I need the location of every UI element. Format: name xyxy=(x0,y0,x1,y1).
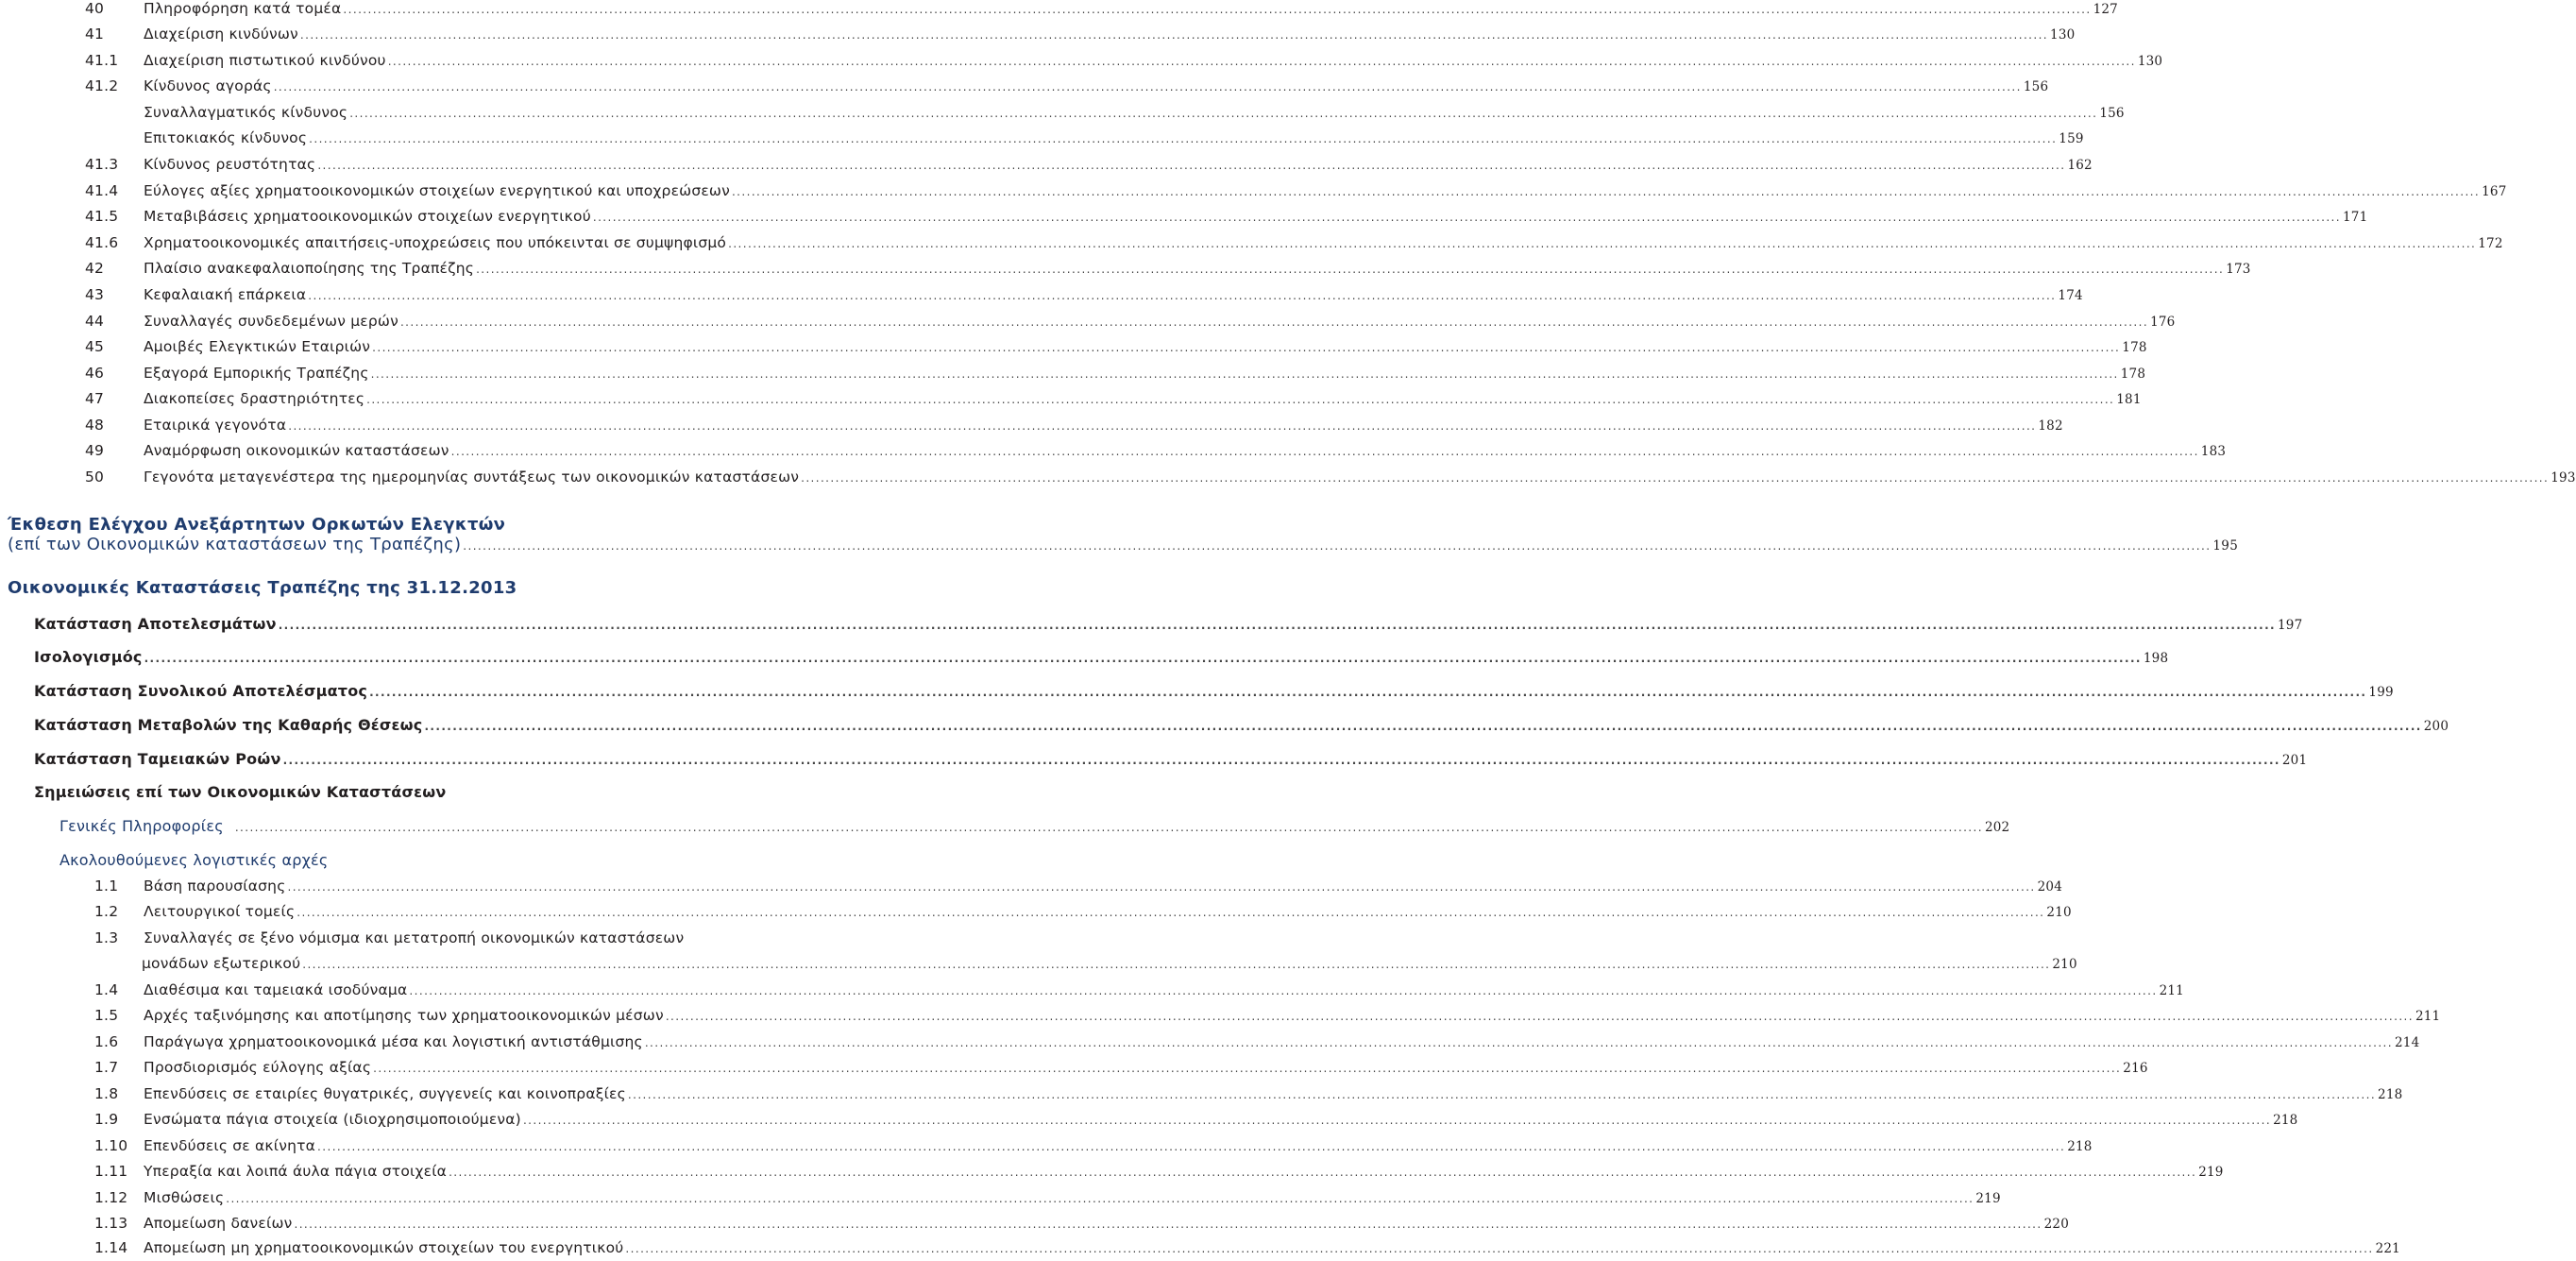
leader-dots xyxy=(309,132,2057,145)
statement-page: 197 xyxy=(2278,618,2303,633)
policy-row[interactable] xyxy=(94,1189,2001,1210)
policy-page: 204 xyxy=(2037,879,2063,895)
policy-row[interactable] xyxy=(94,1163,2224,1184)
leader-dots xyxy=(371,367,2119,381)
policy-num: 1.6 xyxy=(94,1033,119,1050)
toc-row[interactable] xyxy=(85,469,2576,489)
statement-row[interactable] xyxy=(34,682,2394,700)
toc-row[interactable] xyxy=(85,104,2125,125)
policy-page: 211 xyxy=(2415,1009,2441,1024)
toc-title: Εξαγορά Εμπορικής Τραπέζης xyxy=(144,365,369,382)
policy-num: 1.4 xyxy=(94,981,119,998)
toc-row[interactable] xyxy=(85,417,2063,437)
policy-page: 216 xyxy=(2123,1061,2148,1076)
statement-title: Κατάσταση Συνολικού Αποτελέσματος xyxy=(34,682,368,700)
leader-dots xyxy=(294,1218,2042,1231)
leader-dots xyxy=(801,471,2549,485)
toc-num: 41 xyxy=(85,26,105,43)
toc-title: Διαχείριση κινδύνων xyxy=(144,26,298,43)
leader-dots xyxy=(628,1088,2376,1101)
toc-page: 156 xyxy=(2023,79,2049,94)
policy-page: 218 xyxy=(2378,1087,2403,1102)
toc-row[interactable] xyxy=(85,52,2163,73)
financial-statements-heading: Οικονομικές Καταστάσεις Τραπέζης της 31.12.2013 xyxy=(8,578,517,598)
leader-dots xyxy=(302,958,2050,971)
leader-dots xyxy=(366,393,2114,406)
leader-dots xyxy=(625,1242,2373,1255)
policy-num: 1.13 xyxy=(94,1215,128,1232)
toc-title: Εύλογες αξίες χρηματοοικονομικών στοιχείων ενεργητικού και υποχρεώσεων xyxy=(144,182,730,199)
policy-page: 219 xyxy=(2198,1165,2224,1180)
toc-page: 171 xyxy=(2343,210,2368,225)
policy-title: Απομείωση μη χρηματοοικονομικών στοιχείων του ενεργητικού xyxy=(144,1239,624,1256)
policy-title: Προσδιορισμός εύλογης αξίας xyxy=(144,1059,372,1076)
policy-page: 214 xyxy=(2394,1035,2420,1050)
toc-page: 178 xyxy=(2120,366,2146,382)
toc-title: Επιτοκιακός κίνδυνος xyxy=(144,129,308,146)
leader-dots xyxy=(645,1036,2393,1049)
leader-dots xyxy=(288,880,2036,894)
toc-page: 173 xyxy=(2226,262,2251,277)
toc-num: 50 xyxy=(85,469,105,486)
leader-dots xyxy=(388,55,2136,68)
toc-page: 130 xyxy=(2137,54,2163,69)
leader-dots xyxy=(373,1062,2121,1075)
policy-num: 1.2 xyxy=(94,903,119,920)
toc-page: 174 xyxy=(2058,288,2083,303)
toc-num: 41.3 xyxy=(85,156,119,173)
toc-title: Διαχείριση πιστωτικού κινδύνου xyxy=(144,52,386,69)
toc-row[interactable] xyxy=(85,0,2118,21)
policy-title: Λειτουργικοί τομείς xyxy=(144,903,296,920)
policy-title: Επενδύσεις σε ακίνητα xyxy=(144,1137,316,1154)
toc-title: Αμοιβές Ελεγκτικών Εταιριών xyxy=(144,338,371,355)
policy-row[interactable] xyxy=(94,929,907,950)
toc-num: 41.5 xyxy=(85,208,119,225)
leader-dots xyxy=(343,3,2091,16)
policy-num: 1.11 xyxy=(94,1163,128,1180)
policy-page: 221 xyxy=(2375,1241,2400,1256)
policy-page: 219 xyxy=(1975,1191,2001,1206)
policy-title-cont: μονάδων εξωτερικού xyxy=(142,955,301,972)
leader-dots xyxy=(523,1114,2271,1127)
toc-title: Γεγονότα μεταγενέστερα της ημερομηνίας συντάξεως των οικονομικών καταστάσεων xyxy=(144,469,800,486)
policy-page: 218 xyxy=(2273,1113,2298,1128)
toc-row[interactable] xyxy=(85,313,2176,333)
toc-row[interactable] xyxy=(85,77,2049,98)
toc-title: Μεταβιβάσεις χρηματοοικονομικών στοιχείων ενεργητικού xyxy=(144,208,591,225)
leader-dots xyxy=(317,159,2065,172)
policy-title: Παράγωγα χρηματοοικονομικά μέσα και λογιστική αντιστάθμισης xyxy=(144,1033,643,1050)
toc-title: Κίνδυνος ρευστότητας xyxy=(144,156,316,173)
toc-page: 162 xyxy=(2067,158,2093,173)
policy-page: 211 xyxy=(2159,983,2184,998)
toc-row[interactable] xyxy=(85,338,2147,359)
toc-page: 172 xyxy=(2478,236,2503,251)
policy-title: Μισθώσεις xyxy=(144,1189,225,1206)
leader-dots xyxy=(283,754,2280,767)
leader-dots xyxy=(288,419,2036,433)
policy-row[interactable] xyxy=(94,903,2072,924)
toc-title: Πληροφόρηση κατά τομέα xyxy=(144,0,342,17)
toc-page: 130 xyxy=(2050,27,2076,43)
leader-dots xyxy=(235,821,1983,834)
statement-row[interactable] xyxy=(34,750,2308,768)
general-info-title: Γενικές Πληροφορίες xyxy=(59,817,224,835)
leader-dots xyxy=(279,619,2276,632)
leader-dots xyxy=(297,906,2044,919)
toc-title: Συναλλαγές συνδεδεμένων μερών xyxy=(144,313,398,330)
policy-num: 1.1 xyxy=(94,878,119,895)
policies-heading xyxy=(59,851,907,869)
statement-page: 198 xyxy=(2143,651,2169,666)
policy-row[interactable] xyxy=(94,1033,2420,1054)
toc-num: 43 xyxy=(85,286,105,303)
toc-row[interactable] xyxy=(85,286,2083,307)
statement-page: 200 xyxy=(2423,719,2449,734)
audit-report-heading[interactable] xyxy=(8,515,2239,554)
toc-num: 47 xyxy=(85,390,105,407)
toc-page: 167 xyxy=(2482,184,2507,199)
leader-dots xyxy=(308,289,2056,302)
toc-row[interactable] xyxy=(85,260,2251,281)
toc-num: 48 xyxy=(85,417,105,434)
toc-page: 156 xyxy=(2099,106,2125,121)
statement-title: Κατάσταση Ταμειακών Ροών xyxy=(34,750,281,768)
policy-num: 1.8 xyxy=(94,1085,119,1102)
leader-dots xyxy=(451,445,2199,458)
leader-dots xyxy=(144,652,2142,665)
policy-num: 1.9 xyxy=(94,1111,119,1128)
toc-row[interactable] xyxy=(85,442,2227,463)
statement-title: Κατάσταση Αποτελεσμάτων xyxy=(34,615,277,633)
policies-heading-text: Ακολουθούμενες λογιστικές αρχές xyxy=(59,851,329,869)
toc-row[interactable] xyxy=(85,390,2142,411)
policy-row[interactable] xyxy=(94,1215,2069,1235)
toc-num: 40 xyxy=(85,0,105,17)
statement-title: Ισολογισμός xyxy=(34,648,143,666)
policy-page: 210 xyxy=(2046,905,2072,920)
leader-dots xyxy=(317,1140,2065,1153)
policy-title: Ενσώματα πάγια στοιχεία (ιδιοχρησιμοποιούμενα) xyxy=(144,1111,521,1128)
toc-row[interactable] xyxy=(85,129,2084,150)
toc-title: Συναλλαγματικός κίνδυνος xyxy=(144,104,348,121)
policy-row[interactable] xyxy=(94,981,2184,1002)
policy-num: 1.14 xyxy=(94,1239,128,1256)
toc-row[interactable] xyxy=(85,182,2507,203)
leader-dots xyxy=(732,185,2480,198)
toc-title: Διακοπείσες δραστηριότητες xyxy=(144,390,365,407)
policy-page: 220 xyxy=(2043,1217,2069,1232)
toc-num: 42 xyxy=(85,260,105,277)
policy-row[interactable] xyxy=(94,1007,2441,1028)
leader-dots xyxy=(369,686,2366,699)
leader-dots xyxy=(300,28,2048,42)
toc-page: 182 xyxy=(2038,418,2063,434)
toc-page: 193 xyxy=(2551,470,2576,486)
toc-num: 41.4 xyxy=(85,182,119,199)
statement-page: 201 xyxy=(2281,753,2308,768)
toc-page: 178 xyxy=(2122,340,2147,355)
toc-title: Χρηματοοικονομικές απαιτήσεις-υποχρεώσεις που υπόκεινται σε συμψηφισμό xyxy=(144,234,727,251)
general-info-page: 202 xyxy=(1984,820,2010,835)
policy-page: 210 xyxy=(2052,957,2077,972)
leader-dots xyxy=(463,539,2211,553)
toc-title: Πλαίσιο ανακεφαλαιοποίησης της Τραπέζης xyxy=(144,260,475,277)
toc-page: 183 xyxy=(2200,444,2227,459)
leader-dots xyxy=(666,1010,2414,1023)
leader-dots xyxy=(593,211,2341,224)
policy-row[interactable] xyxy=(94,878,2063,898)
toc-title: Κίνδυνος αγοράς xyxy=(144,77,272,94)
toc-row[interactable] xyxy=(85,208,2368,229)
policy-title: Απομείωση δανείων xyxy=(144,1215,293,1232)
policy-num: 1.10 xyxy=(94,1137,128,1154)
statement-row[interactable] xyxy=(34,615,2303,633)
toc-title: Αναμόρφωση οικονομικών καταστάσεων xyxy=(144,442,449,459)
leader-dots xyxy=(728,237,2476,250)
policy-title: Βάση παρουσίασης xyxy=(144,878,286,895)
notes-heading-text: Σημειώσεις επί των Οικονομικών Καταστάσεων xyxy=(34,783,447,801)
leader-dots xyxy=(400,315,2148,329)
toc-page: 181 xyxy=(2116,392,2142,407)
policy-num: 1.7 xyxy=(94,1059,119,1076)
toc-row[interactable] xyxy=(85,156,2093,177)
policy-row[interactable] xyxy=(94,1059,2148,1080)
policy-row[interactable] xyxy=(94,1085,2403,1106)
statement-row[interactable] xyxy=(34,716,2449,734)
toc-title: Εταιρικά γεγονότα xyxy=(144,417,287,434)
toc-page: 176 xyxy=(2150,315,2176,330)
leader-dots xyxy=(476,263,2224,276)
toc-row[interactable] xyxy=(85,234,2503,255)
leader-dots xyxy=(424,720,2421,733)
policy-title: Υπεραξία και λοιπά άυλα πάγια στοιχεία xyxy=(144,1163,448,1180)
policy-page: 218 xyxy=(2067,1139,2093,1154)
policy-num: 1.12 xyxy=(94,1189,128,1206)
toc-page: 159 xyxy=(2059,131,2084,146)
toc-num: 41.1 xyxy=(85,52,119,69)
toc-num: 41.6 xyxy=(85,234,119,251)
toc-num: 49 xyxy=(85,442,105,459)
leader-dots xyxy=(409,984,2157,997)
notes-heading xyxy=(34,783,907,801)
toc-row[interactable] xyxy=(85,26,2076,46)
toc-page: 127 xyxy=(2093,2,2118,17)
audit-page: 195 xyxy=(2212,538,2239,554)
toc-num: 44 xyxy=(85,313,105,330)
policy-row[interactable] xyxy=(94,1111,2298,1132)
policy-row[interactable] xyxy=(94,1239,2400,1260)
toc-num: 45 xyxy=(85,338,105,355)
toc-num: 46 xyxy=(85,365,105,382)
policy-row[interactable] xyxy=(94,1137,2093,1158)
toc-num: 41.2 xyxy=(85,77,119,94)
leader-dots xyxy=(449,1166,2196,1179)
leader-dots xyxy=(226,1192,1974,1205)
audit-line1: Έκθεση Ελέγχου Ανεξάρτητων Ορκωτών Ελεγκτών xyxy=(8,515,506,535)
toc-title: Κεφαλαιακή επάρκεια xyxy=(144,286,307,303)
statement-title: Κατάσταση Μεταβολών της Καθαρής Θέσεως xyxy=(34,716,423,734)
leader-dots xyxy=(372,341,2120,354)
policy-num: 1.5 xyxy=(94,1007,119,1024)
leader-dots xyxy=(274,80,2022,94)
policy-num: 1.3 xyxy=(94,929,119,946)
statement-row[interactable] xyxy=(34,648,2169,666)
statement-page: 199 xyxy=(2368,685,2394,700)
toc-row[interactable] xyxy=(85,365,2146,385)
policy-title: Συναλλαγές σε ξένο νόμισμα και μετατροπή οικονομικών καταστάσεων xyxy=(144,929,685,946)
general-info-row[interactable] xyxy=(59,817,2010,835)
audit-line2-row xyxy=(8,535,2239,554)
audit-line2: (επί των Οικονομικών καταστάσεων της Τραπέζης) xyxy=(8,535,462,554)
policy-title: Διαθέσιμα και ταμειακά ισοδύναμα xyxy=(144,981,408,998)
policy-title: Αρχές ταξινόμησης και αποτίμησης των χρηματοοικονομικών μέσων xyxy=(144,1007,664,1024)
policy-title: Επενδύσεις σε εταιρίες θυγατρικές, συγγενείς και κοινοπραξίες xyxy=(144,1085,626,1102)
policy-row-cont[interactable] xyxy=(142,955,2077,976)
leader-dots xyxy=(349,107,2097,120)
